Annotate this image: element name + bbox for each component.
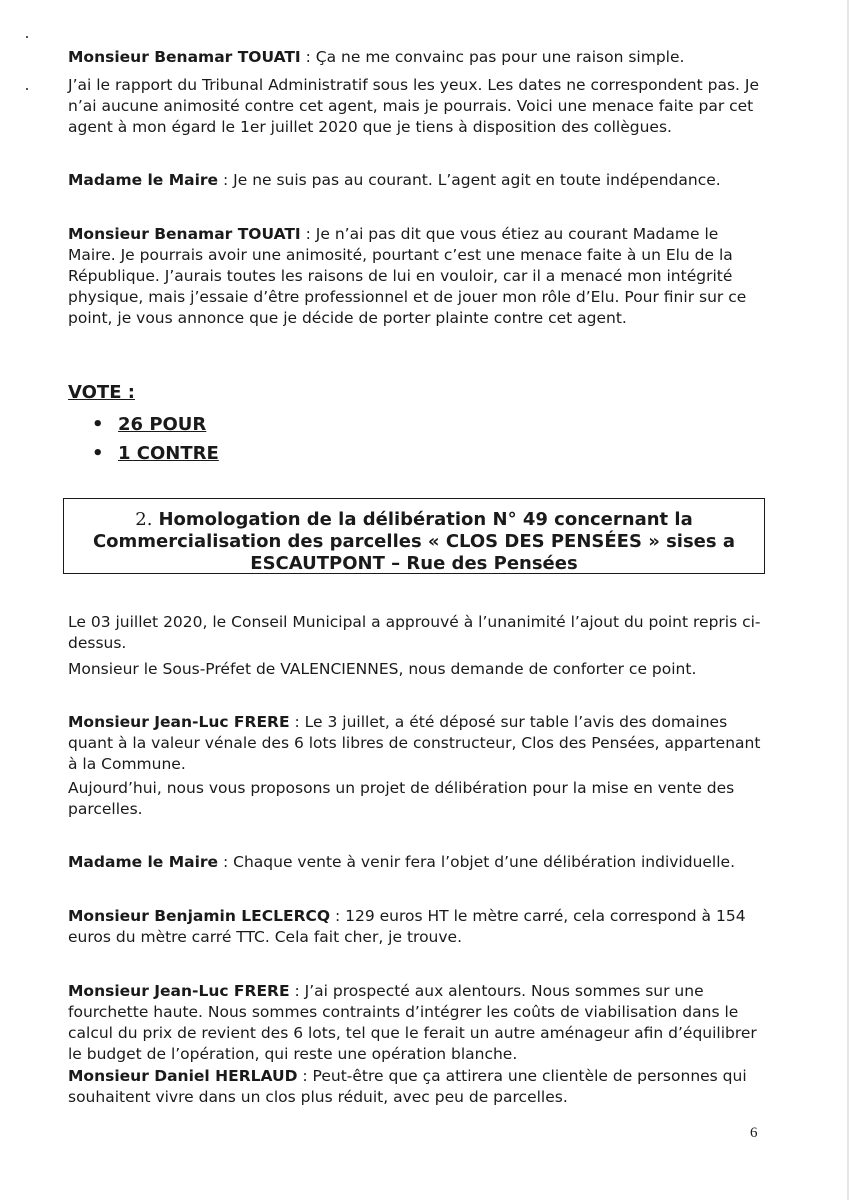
speaker-name: Monsieur Benamar TOUATI bbox=[68, 225, 301, 243]
paragraph bbox=[68, 1066, 768, 1108]
vote-item bbox=[92, 439, 219, 468]
bullet-icon: • bbox=[92, 443, 104, 464]
vote-count: 1 CONTRE bbox=[118, 443, 219, 464]
paragraph bbox=[68, 659, 768, 680]
speaker-name: Madame le Maire bbox=[68, 853, 219, 871]
speaker-name: Monsieur Benjamin LECLERCQ bbox=[68, 907, 331, 925]
vote-item bbox=[92, 410, 219, 439]
paragraph bbox=[68, 778, 768, 820]
paragraph bbox=[68, 906, 768, 948]
paragraph bbox=[68, 170, 768, 191]
paragraph-text: J’ai le rapport du Tribunal Administratif sous les yeux. Les dates ne correspondent pas. Je n’ai aucune animosité contre cet agent, mais je pourrais. Voici une menace faite par cet agent à mon égard le 1er juillet 2020 que je tiens à disposition des collègues. bbox=[68, 76, 759, 136]
scan-speck bbox=[26, 88, 28, 90]
paragraph-text: : Je n’ai pas dit que vous étiez au courant Madame le Maire. Je pourrais avoir une animosité, pourtant c’est une menace faite à un Elu de la République. J’aurais toutes les raisons de lui en vouloir, car il a menacé mon intégrité physique, mais j’essaie d’être professionnel et de jouer mon rôle d’Elu. Pour finir sur ce point, je vous annonce que je décide de porter plainte contre cet agent. bbox=[68, 225, 747, 327]
paragraph bbox=[68, 224, 768, 329]
paragraph-text: : Peut-être que ça attirera une clientèle de personnes qui souhaitent vivre dans un clos plus réduit, avec peu de parcelles. bbox=[68, 1067, 747, 1106]
speaker-name: Monsieur Jean-Luc FRERE bbox=[68, 982, 290, 1000]
section-title-text: Homologation de la délibération N° 49 concernant la Commercialisation des parcelles « CLOS DES PENSÉES » sises a ESCAUTPONT – Rue des Pensées bbox=[92, 509, 736, 574]
paragraph bbox=[68, 612, 768, 654]
paragraph-text: : J’ai prospecté aux alentours. Nous sommes sur une fourchette haute. Nous sommes contraints d’intégrer les coûts de viabilisation dans le calcul du prix de revient des 6 lots, tel que le ferait un autre aménageur afin d’équilibrer le budget de l’opération, qui reste une opération blanche. bbox=[68, 982, 757, 1063]
paragraph-text: Monsieur le Sous-Préfet de VALENCIENNES, nous demande de conforter ce point. bbox=[68, 660, 697, 678]
speaker-name: Monsieur Jean-Luc FRERE bbox=[68, 713, 290, 731]
section-heading-box bbox=[63, 498, 765, 574]
paragraph-text: : Chaque vente à venir fera l’objet d’une délibération individuelle. bbox=[218, 853, 736, 871]
scan-speck bbox=[26, 36, 28, 38]
paragraph-text: Le 03 juillet 2020, le Conseil Municipal a approuvé à l’unanimité l’ajout du point repris ci-dessus. bbox=[68, 613, 761, 652]
speaker-name: Monsieur Benamar TOUATI bbox=[68, 48, 301, 66]
paragraph-text: : Le 3 juillet, a été déposé sur table l’avis des domaines quant à la valeur vénale des 6 lots libres de constructeur, Clos des Pensées, appartenant à la Commune. bbox=[68, 713, 761, 773]
section-number: 2. bbox=[135, 509, 153, 530]
paragraph bbox=[68, 712, 768, 775]
bullet-icon: • bbox=[92, 414, 104, 435]
paragraph-text: Aujourd’hui, nous vous proposons un projet de délibération pour la mise en vente des parcelles. bbox=[68, 779, 735, 818]
paragraph-text: : Je ne suis pas au courant. L’agent agit en toute indépendance. bbox=[218, 171, 721, 189]
paragraph-text: : Ça ne me convainc pas pour une raison simple. bbox=[300, 48, 685, 66]
paragraph bbox=[68, 852, 768, 873]
page-number: 6 bbox=[750, 1125, 758, 1141]
section-title bbox=[64, 509, 764, 575]
vote-count: 26 POUR bbox=[118, 414, 207, 435]
speaker-name: Madame le Maire bbox=[68, 171, 219, 189]
paragraph-text: : 129 euros HT le mètre carré, cela correspond à 154 euros du mètre carré TTC. Cela fait cher, je trouve. bbox=[68, 907, 746, 946]
paragraph bbox=[68, 981, 768, 1065]
paragraph bbox=[68, 75, 768, 138]
speaker-name: Monsieur Daniel HERLAUD bbox=[68, 1067, 298, 1085]
vote-results bbox=[92, 410, 219, 468]
vote-title: VOTE : bbox=[68, 382, 135, 403]
paragraph bbox=[68, 47, 768, 68]
